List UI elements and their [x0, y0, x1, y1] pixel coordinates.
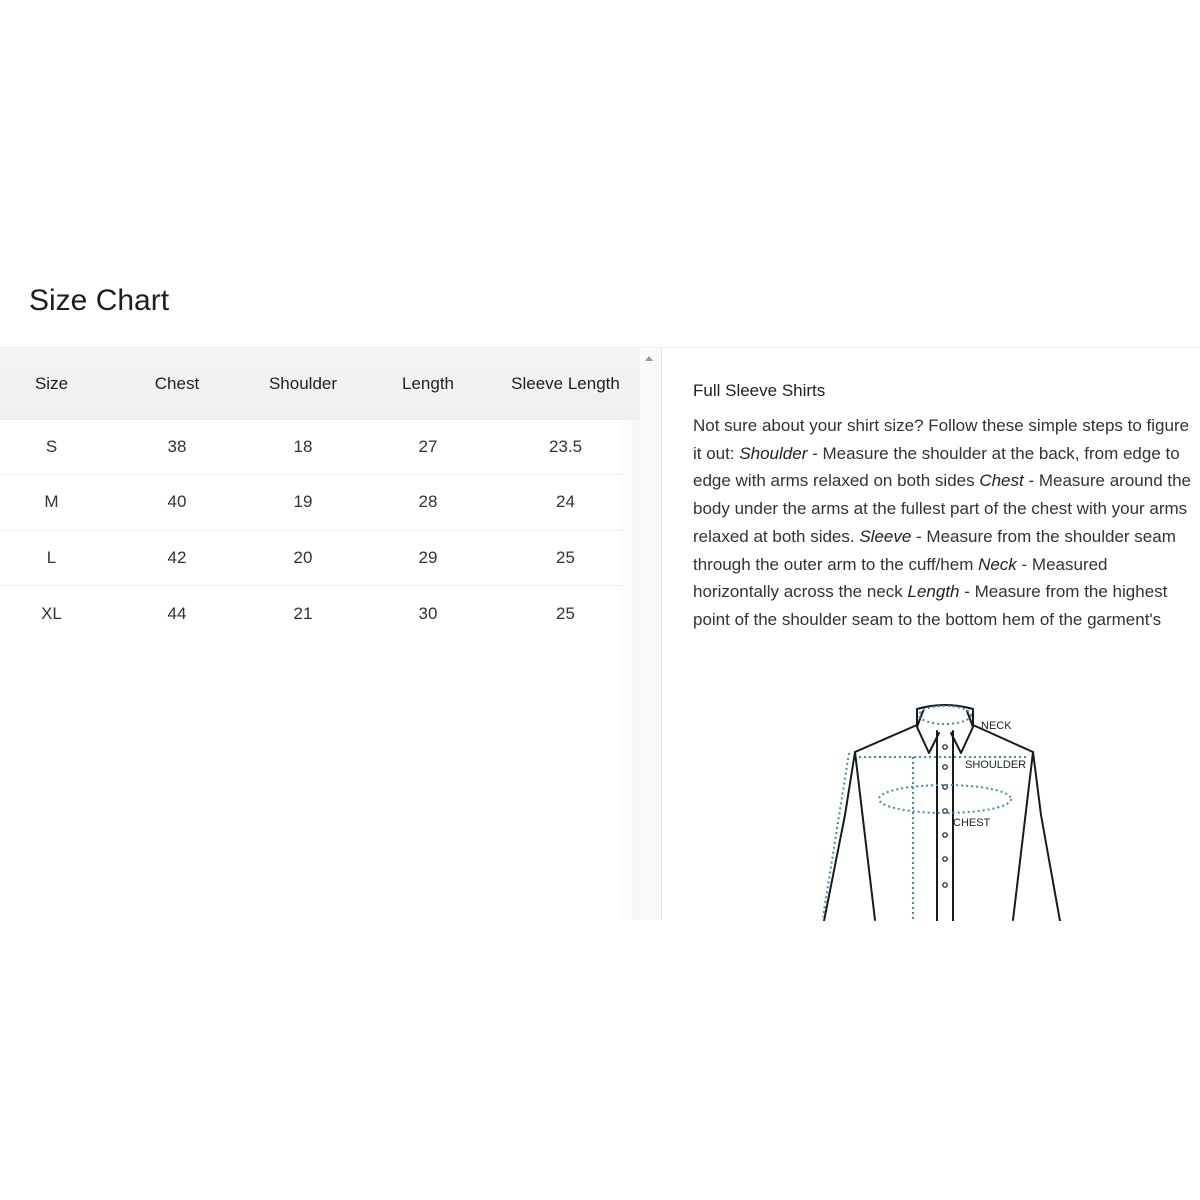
column-header-length: Length [402, 374, 454, 393]
column-header-size: Size [34, 374, 69, 393]
cell-chest: 44 [167, 604, 187, 623]
page-title: Size Chart [29, 284, 170, 317]
step-neck-text: - Measured horizontally across the neck [693, 554, 1108, 602]
label-chest: CHEST [953, 817, 991, 829]
term-neck: Neck [978, 554, 1017, 574]
step-sleeve-text: - Measure from the shoulder seam through the outer arm to the cuff/hem [693, 526, 1176, 574]
description-intro: Not sure about your shirt size? Follow these simple steps to figure it out: [693, 416, 1190, 463]
cell-shoulder: 18 [293, 437, 313, 456]
size-table [0, 348, 660, 920]
column-header-chest: Chest [154, 374, 200, 393]
cell-chest: 42 [167, 548, 187, 567]
term-length: Length [907, 582, 960, 602]
shirt-measurement-illustration [815, 695, 1075, 921]
column-header-sleeve-length: Sleeve Length [511, 374, 620, 393]
description-text [693, 412, 1198, 634]
label-neck: NECK [981, 720, 1012, 732]
cell-shoulder: 21 [293, 604, 313, 623]
column-header-shoulder: Shoulder [268, 374, 338, 393]
cell-chest: 38 [167, 437, 187, 456]
table-scrollbar[interactable] [640, 348, 660, 920]
label-shoulder: SHOULDER [965, 759, 1027, 771]
step-length-text: - Measure from the highest point of the shoulder seam to the bottom hem of the garment's [693, 582, 1168, 629]
step-shoulder-text: - Measure the shoulder at the back, from edge to edge with arms relaxed on both sides [693, 443, 1180, 491]
cell-length: 28 [418, 492, 438, 511]
cell-length: 30 [418, 604, 438, 623]
cell-chest: 40 [167, 492, 187, 511]
row-divider [0, 530, 624, 531]
row-divider [0, 585, 624, 586]
cell-size: S [45, 437, 58, 456]
shirt-diagram [815, 695, 1075, 921]
description-heading: Full Sleeve Shirts [693, 381, 826, 400]
cell-sleeve-length: 24 [556, 492, 575, 511]
cell-sleeve-length: 25 [556, 548, 575, 567]
row-divider [0, 474, 624, 475]
cell-size: XL [41, 604, 62, 623]
step-chest-text: - Measure around the body under the arms at the fullest part of the chest with your arms relaxed at both sides. [693, 471, 1192, 546]
cell-sleeve-length: 23.5 [548, 437, 583, 456]
cell-length: 29 [418, 548, 438, 567]
scroll-up-arrow-icon[interactable] [645, 356, 653, 361]
cell-shoulder: 20 [293, 548, 313, 567]
table-header-row [0, 348, 640, 420]
cell-size: L [46, 548, 57, 567]
term-sleeve: Sleeve [859, 526, 912, 546]
term-shoulder: Shoulder [739, 443, 808, 463]
cell-sleeve-length: 25 [556, 604, 575, 623]
cell-size: M [44, 492, 59, 511]
term-chest: Chest [979, 471, 1024, 491]
panel-divider [661, 348, 662, 920]
cell-shoulder: 19 [293, 492, 313, 511]
cell-length: 27 [418, 437, 438, 456]
